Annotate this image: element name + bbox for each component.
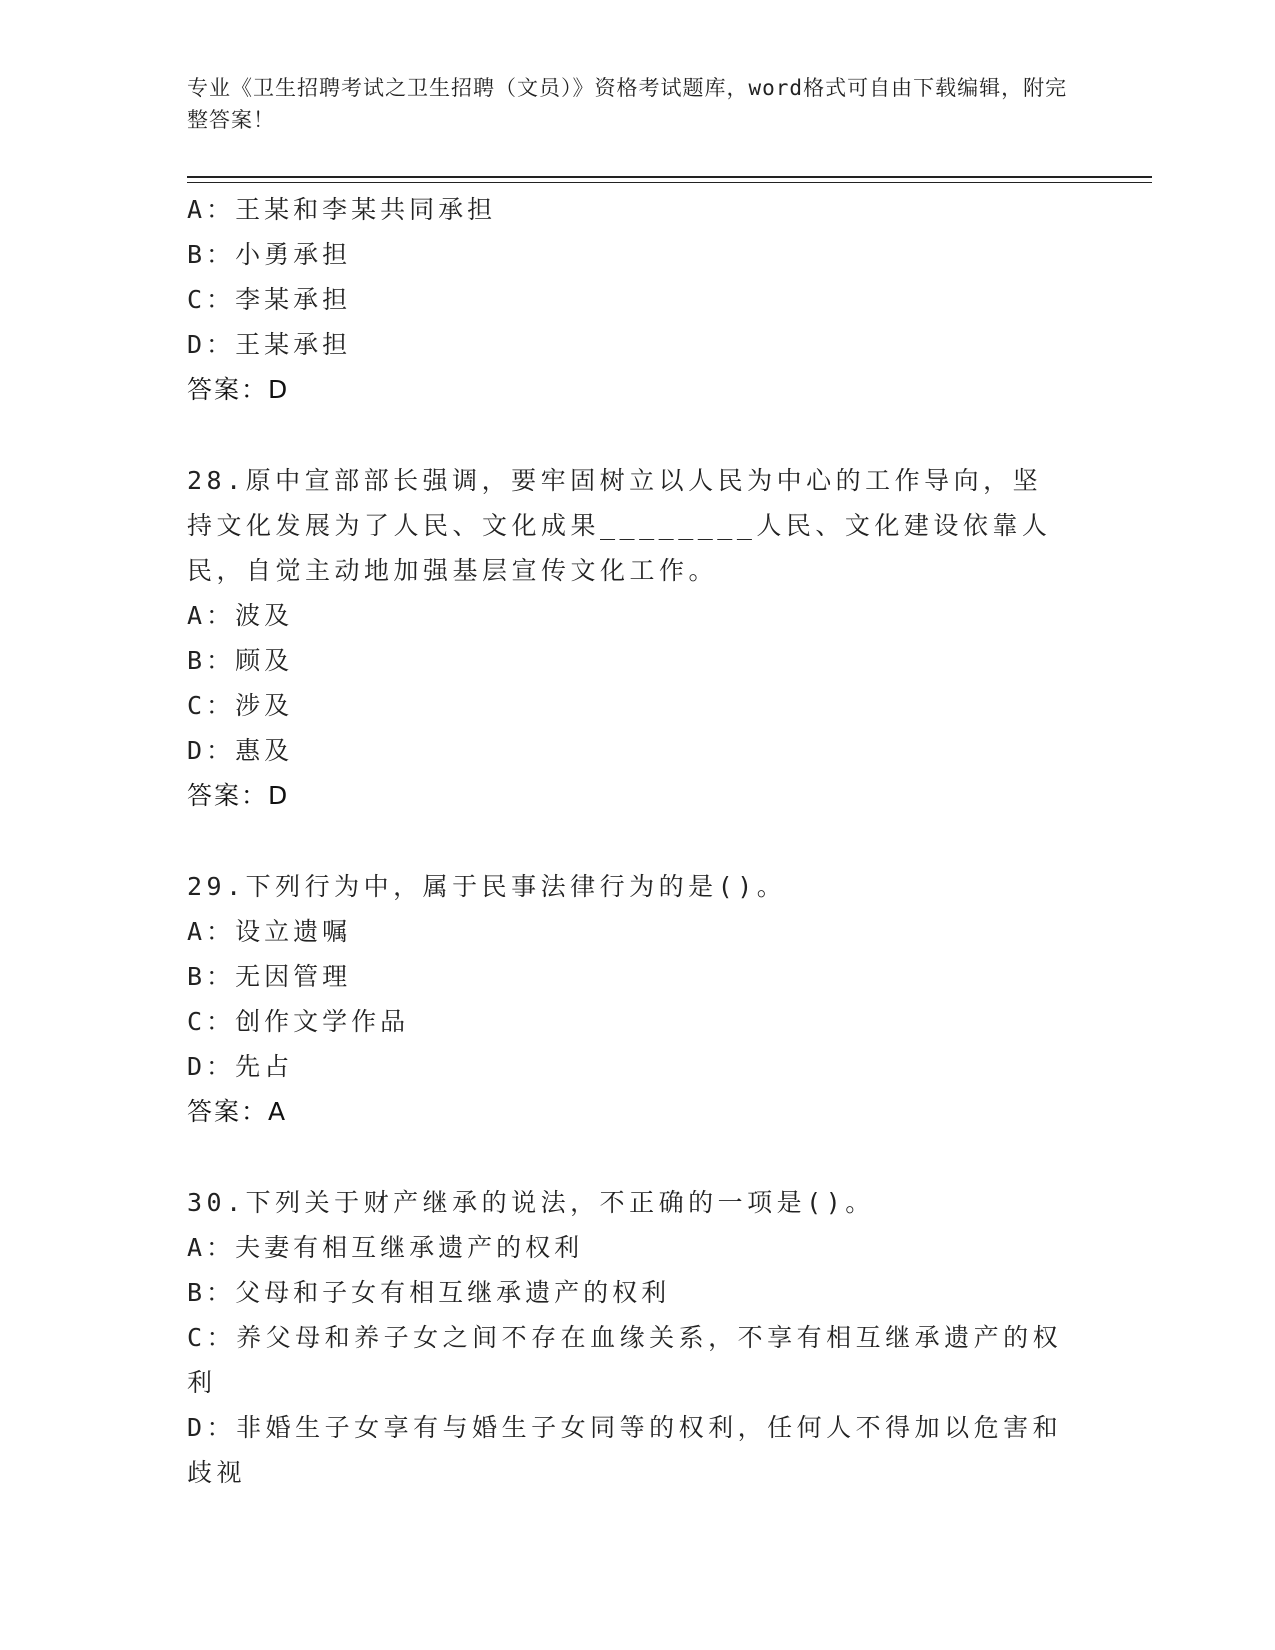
option-text: 创作文学作品 (235, 1007, 410, 1036)
question-29-block (187, 864, 1067, 1134)
option-text: 涉及 (235, 691, 294, 720)
header-rule-thin (187, 182, 1152, 183)
option-d (187, 322, 1067, 367)
option-text: 设立遗嘱 (235, 917, 352, 946)
option-text: 夫妻有相互继承遗产的权利 (235, 1233, 584, 1262)
option-c (187, 277, 1067, 322)
option-letter: C： (187, 691, 236, 720)
question-28-block (187, 458, 1067, 818)
question-content (187, 187, 1067, 1495)
option-b (187, 954, 1067, 999)
option-letter: D： (187, 330, 236, 359)
question-27-block (187, 187, 1067, 412)
option-a (187, 909, 1067, 954)
option-a (187, 1225, 1067, 1270)
option-d (187, 728, 1067, 773)
answer-line: 答案：A (187, 1097, 288, 1126)
question-stem: 29.下列行为中，属于民事法律行为的是()。 (187, 872, 787, 901)
option-letter: A： (187, 917, 236, 946)
option-c (187, 1315, 1067, 1405)
option-letter: B： (187, 962, 236, 991)
option-a (187, 593, 1067, 638)
option-text: 波及 (235, 601, 294, 630)
option-letter: D： (187, 1413, 237, 1442)
option-text: 非婚生子女享有与婚生子女同等的权利，任何人不得加以危害和歧视 (187, 1413, 1063, 1487)
option-text: 王某承担 (235, 330, 352, 359)
option-text: 王某和李某共同承担 (235, 195, 497, 224)
option-letter: B： (187, 1278, 236, 1307)
option-letter: B： (187, 240, 236, 269)
option-text: 小勇承担 (235, 240, 352, 269)
option-text: 先占 (235, 1052, 294, 1081)
option-b (187, 1270, 1067, 1315)
option-letter: A： (187, 195, 236, 224)
option-letter: C： (187, 1323, 237, 1352)
option-text: 父母和子女有相互继承遗产的权利 (235, 1278, 671, 1307)
option-d (187, 1405, 1067, 1495)
option-letter: D： (187, 736, 236, 765)
option-c (187, 999, 1067, 1044)
option-letter: C： (187, 1007, 236, 1036)
option-d (187, 1044, 1067, 1089)
option-text: 惠及 (235, 736, 294, 765)
option-b (187, 638, 1067, 683)
option-a (187, 187, 1067, 232)
option-letter: C： (187, 285, 236, 314)
header-rule-thick (187, 176, 1152, 178)
page-header: 专业《卫生招聘考试之卫生招聘（文员）》资格考试题库，word格式可自由下载编辑，附完整答案！ (187, 76, 1068, 132)
option-c (187, 683, 1067, 728)
option-text: 顾及 (235, 646, 294, 675)
option-text: 无因管理 (235, 962, 352, 991)
question-stem: 28.原中宣部部长强调，要牢固树立以人民为中心的工作导向，坚持文化发展为了人民、文化成果________人民、文化建设依靠人民，自觉主动地加强基层宣传文化工作。 (187, 466, 1052, 585)
option-text: 养父母和养子女之间不存在血缘关系，不享有相互继承遗产的权利 (187, 1323, 1063, 1397)
option-letter: A： (187, 601, 236, 630)
answer-line: 答案：D (187, 375, 290, 404)
option-text: 李某承担 (235, 285, 352, 314)
question-30-block (187, 1180, 1067, 1495)
answer-line: 答案：D (187, 781, 290, 810)
option-letter: B： (187, 646, 236, 675)
option-letter: D： (187, 1052, 236, 1081)
question-stem: 30.下列关于财产继承的说法，不正确的一项是()。 (187, 1188, 875, 1217)
option-letter: A： (187, 1233, 236, 1262)
option-b (187, 232, 1067, 277)
